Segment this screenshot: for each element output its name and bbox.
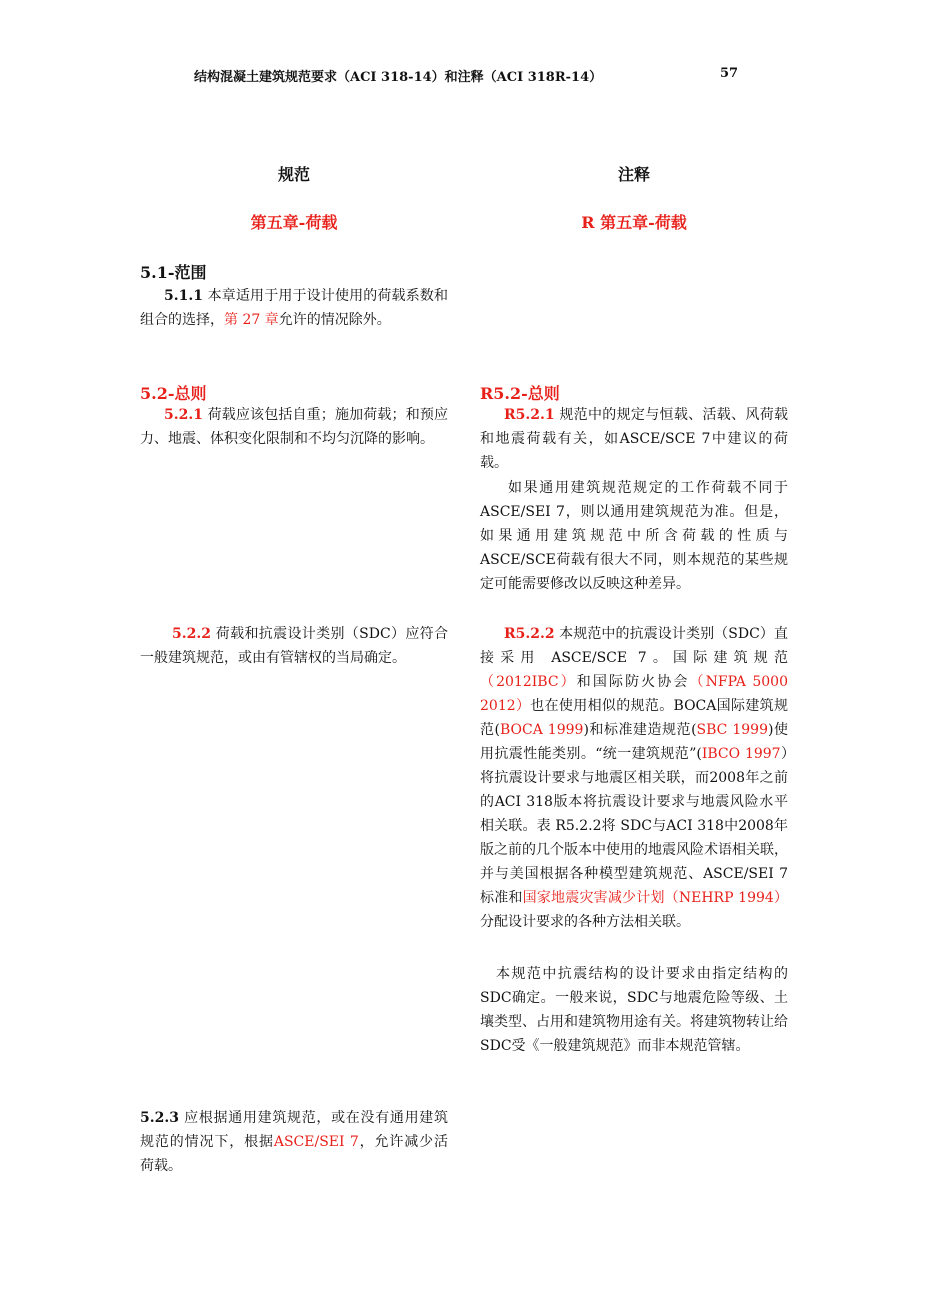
commentary-r5-2-1 <box>480 403 788 475</box>
commentary-text: 本规范中的抗震设计类别（SDC）直接采用 ASCE/SCE 7。国际建筑规范 <box>480 626 788 666</box>
commentary-text: 也在使用相似的规范。BOCA国际建筑规范( <box>480 698 788 738</box>
clause-number: 5.1.1 <box>164 288 203 304</box>
clause-text: 荷载应该包括自重；施加荷载；和预应力、地震、体积变化限制和不均匀沉降的影响。 <box>140 407 448 447</box>
clause-5-2-3 <box>140 1106 448 1178</box>
page-number: 57 <box>720 66 739 81</box>
commentary-text: )使用抗震性能类别。“统一建筑规范”( <box>480 722 788 762</box>
clause-number: 5.2.3 <box>140 1110 179 1126</box>
clause-number: 5.2.2 <box>172 626 211 642</box>
commentary-chapter-title: R 第五章-荷载 <box>581 213 687 232</box>
section-5-1-heading: 5.1-范围 <box>140 263 207 282</box>
commentary-text: 规范中的规定与恒载、活载、风荷载和地震荷载有关，如ASCE/SCE 7中建议的荷载。 <box>480 407 788 471</box>
nehrp-1994-link[interactable]: 国家地震灾害减少计划（NEHRP 1994） <box>522 890 789 906</box>
clause-text-end: ，允许减少活荷载。 <box>140 1134 448 1174</box>
chapter-title: 第五章-荷载 <box>250 213 338 232</box>
running-header-title: 结构混凝土建筑规范要求（ACI 318-14）和注释（ACI 318R-14） <box>194 70 603 85</box>
nfpa-5000-link[interactable]: （NFPA 5000 2012） <box>480 674 789 714</box>
sbc-1999-link[interactable]: SBC 1999 <box>696 722 768 738</box>
left-column-heading: 规范 <box>277 165 310 184</box>
commentary-text: )和标准建造规范( <box>583 722 697 738</box>
commentary-text: ）将抗震设计要求与地震区相关联，而2008年之前的ACI 318版本将抗震设计要求与地震风险水平相关联。表 R5.2.2将 SDC与ACI 318中2008年版之前的几个版本中使用的地震风险术语相关联，并与美国根据各种模型建筑规范、ASCE/SEI 7标准和 <box>480 746 788 906</box>
clause-5-1-1 <box>140 284 448 332</box>
clause-5-2-2 <box>140 622 448 670</box>
clause-number: 5.2.1 <box>164 407 203 423</box>
ibco-1997-link[interactable]: IBCO 1997 <box>701 746 781 762</box>
commentary-r5-2-2-paragraph-2: 本规范中抗震结构的设计要求由指定结构的SDC确定。一般来说，SDC与地震危险等级、土壤类型、占用和建筑物用途有关。将建筑物转让给SDC受《一般建筑规范》而非本规范管辖。 <box>480 966 788 1054</box>
asce-sei-7-link[interactable]: ASCE/SEI 7 <box>273 1134 359 1150</box>
commentary-number: R5.2.2 <box>504 626 555 642</box>
boca-1999-link[interactable]: BOCA 1999 <box>499 722 584 738</box>
clause-text: 本章适用于用于设计使用的荷载系数和组合的选择， <box>140 288 448 328</box>
commentary-section-5-2-heading: R5.2-总则 <box>480 384 560 403</box>
right-column-heading: 注释 <box>617 165 650 184</box>
commentary-number: R5.2.1 <box>504 407 555 423</box>
commentary-r5-2-1-paragraph-2: 如果通用建筑规范规定的工作荷载不同于 ASCE/SEI 7，则以通用建筑规范为准。但是，如果通用建筑规范中所含荷载的性质与ASCE/SCE荷载有很大不同，则本规范的某些规定可能需要修改以反映这种差异。 <box>480 480 788 592</box>
ibc-2012-link[interactable]: （2012IBC） <box>480 674 577 690</box>
clause-5-2-1 <box>140 403 448 451</box>
commentary-r5-2-2 <box>480 622 788 934</box>
clause-text: 荷载和抗震设计类别（SDC）应符合一般建筑规范，或由有管辖权的当局确定。 <box>140 626 448 666</box>
clause-text-end: 允许的情况除外。 <box>278 312 391 328</box>
chapter-27-link[interactable]: 第 27 章 <box>224 312 279 328</box>
section-5-2-heading: 5.2-总则 <box>140 384 207 403</box>
commentary-text: 和国际防火协会 <box>576 674 690 690</box>
commentary-text: 分配设计要求的各种方法相关联。 <box>480 914 690 930</box>
clause-text: 应根据通用建筑规范，或在没有通用建筑规范的情况下，根据 <box>140 1110 448 1150</box>
